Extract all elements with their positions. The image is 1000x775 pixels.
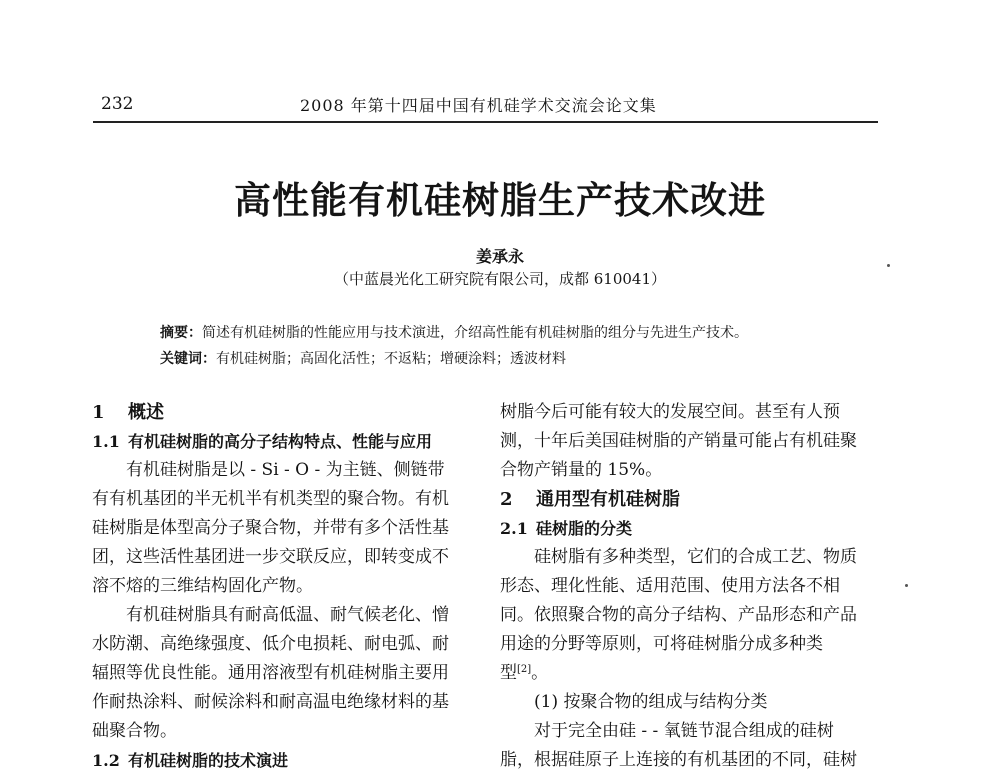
text-line: 测，十年后美国硅树脂的产销量可能占有机硅聚 (500, 431, 857, 451)
left-column (92, 398, 477, 775)
text-line (500, 659, 885, 688)
text-line: 有有机基团的半无机半有机类型的聚合物。有机 (92, 489, 449, 509)
subsection-title: 有机硅树脂的技术演进 (128, 751, 289, 770)
abstract-block (160, 320, 748, 372)
right-column (500, 398, 885, 775)
keywords-label: 关键词： (160, 351, 216, 367)
scan-speck (905, 584, 908, 587)
text-line: 对于完全由硅 - - 氧链节混合组成的硅树 (534, 721, 834, 741)
section-heading (92, 398, 477, 427)
author: 姜承永 (475, 247, 524, 266)
section-title: 通用型有机硅树脂 (536, 489, 680, 510)
keywords-text: 有机硅树脂；高固化活性；不返粘；增硬涂料；透波材料 (216, 351, 566, 367)
abstract (160, 320, 748, 346)
section-number: 2 (500, 489, 513, 510)
section-number: 1 (92, 402, 105, 423)
text-line: 脂，根据硅原子上连接的有机基团的不同，硅树 (500, 750, 857, 770)
text-fragment: 型 (500, 663, 517, 683)
text-line: 有机硅树脂是以 - Si - O - 为主链、侧链带 (126, 460, 445, 480)
text-line: 同。依照聚合物的高分子结构、产品形态和产品 (500, 605, 857, 625)
section-heading (500, 485, 885, 514)
subsection-number: 1.1 (92, 432, 120, 451)
text-line: 合物产销量的 15%。 (500, 460, 663, 480)
subsection-number: 1.2 (92, 751, 120, 770)
text-line: 有机硅树脂具有耐高低温、耐气候老化、憎 (126, 605, 449, 625)
subsection-heading (92, 427, 477, 456)
list-item: (1) 按聚合物的组成与结构分类 (534, 692, 768, 712)
text-line: 形态、理化性能、适用范围、使用方法各不相 (500, 576, 840, 596)
paper-title: 高性能有机硅树脂生产技术改进 (234, 178, 766, 222)
text-line: 溶不熔的三维结构固化产物。 (92, 576, 313, 596)
citation-marker: [2] (517, 664, 532, 675)
abstract-label: 摘要： (160, 325, 202, 341)
running-title: 2008 年第十四届中国有机硅学术交流会论文集 (300, 96, 657, 115)
text-fragment: 。 (531, 663, 549, 683)
text-line: 用途的分野等原则，可将硅树脂分成多种类 (500, 634, 823, 654)
scan-speck (887, 264, 890, 267)
page-number: 232 (101, 94, 134, 114)
section-title: 概述 (128, 402, 164, 423)
header-rule (93, 121, 878, 123)
abstract-text: 简述有机硅树脂的性能应用与技术演进，介绍高性能有机硅树脂的组分与先进生产技术。 (202, 325, 748, 341)
subsection-heading (92, 746, 477, 775)
text-line: 水防潮、高绝缘强度、低介电损耗、耐电弧、耐 (92, 634, 449, 654)
subsection-title: 有机硅树脂的高分子结构特点、性能与应用 (128, 432, 433, 451)
subsection-title: 硅树脂的分类 (536, 519, 633, 538)
text-line: 辐照等优良性能。通用溶液型有机硅树脂主要用 (92, 663, 449, 683)
text-line: 团，这些活性基团进一步交联反应，即转变成不 (92, 547, 449, 567)
keywords (160, 346, 748, 372)
affiliation: （中蓝晨光化工研究院有限公司，成都 610041） (333, 270, 667, 288)
text-line: 硅树脂有多种类型，它们的合成工艺、物质 (534, 547, 857, 567)
text-line: 础聚合物。 (92, 721, 177, 741)
text-line: 作耐热涂料、耐候涂料和耐高温电绝缘材料的基 (92, 692, 449, 712)
text-line: 硅树脂是体型高分子聚合物，并带有多个活性基 (92, 518, 449, 538)
subsection-number: 2.1 (500, 519, 528, 538)
text-line: 树脂今后可能有较大的发展空间。甚至有人预 (500, 402, 840, 422)
subsection-heading (500, 514, 885, 543)
